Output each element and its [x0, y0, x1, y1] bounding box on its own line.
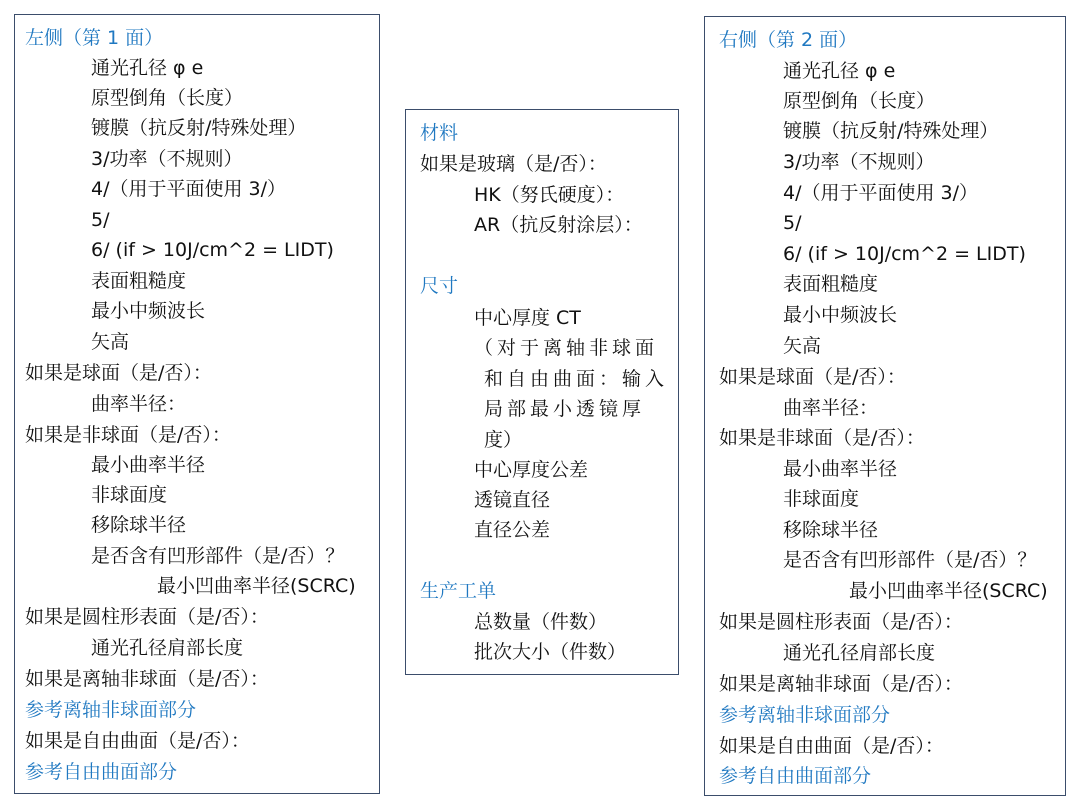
- right-cylinder-question: 如果是圆柱形表面（是/否）：: [719, 611, 963, 633]
- right-concave-item: 最小凹曲率半径(SCRC): [849, 580, 1048, 602]
- left-cylinder-question: 如果是圆柱形表面（是/否）：: [25, 606, 269, 628]
- diameter-tolerance: 直径公差: [474, 519, 551, 541]
- right-item: 镀膜（抗反射/特殊处理）: [783, 120, 999, 142]
- ar-field: AR（抗反射涂层）：: [474, 214, 643, 236]
- left-aspheric-item: 非球面度: [91, 484, 168, 506]
- right-title: 右侧（第 2 面）: [719, 29, 858, 51]
- left-item: 表面粗糙度: [91, 270, 187, 292]
- left-aspheric-question: 如果是非球面（是/否）：: [25, 424, 231, 446]
- left-item: 6/ (if > 10J/cm^2 = LIDT): [91, 239, 334, 261]
- hk-field: HK（努氏硬度）：: [474, 184, 625, 206]
- left-aspheric-item: 移除球半径: [91, 514, 187, 536]
- right-offaxis-reference: 参考离轴非球面部分: [719, 704, 891, 726]
- right-spherical-question: 如果是球面（是/否）：: [719, 366, 906, 388]
- right-aspheric-item: 是否含有凹形部件（是/否）？: [783, 549, 1037, 571]
- left-item: 镀膜（抗反射/特殊处理）: [91, 117, 307, 139]
- left-item: 最小中频波长: [91, 300, 206, 322]
- left-surface-panel: [14, 14, 380, 794]
- ct-note-line: 局部最小透镜厚: [484, 398, 646, 420]
- center-thickness: 中心厚度 CT: [474, 307, 581, 329]
- size-title: 尺寸: [420, 275, 459, 297]
- lens-diameter: 透镜直径: [474, 489, 551, 511]
- right-item: 3/功率（不规则）: [783, 151, 935, 173]
- right-cylinder-item: 通光孔径肩部长度: [783, 642, 936, 664]
- ct-note-line: （对于离轴非球面: [474, 337, 659, 359]
- left-freeform-question: 如果是自由曲面（是/否）：: [25, 730, 250, 752]
- left-concave-item: 最小凹曲率半径(SCRC): [157, 575, 356, 597]
- left-title: 左侧（第 1 面）: [25, 27, 164, 49]
- left-item: 5/: [91, 209, 110, 231]
- material-title: 材料: [420, 122, 459, 144]
- work-order-title: 生产工单: [420, 580, 497, 602]
- right-aspheric-item: 非球面度: [783, 488, 860, 510]
- right-item: 6/ (if > 10J/cm^2 = LIDT): [783, 243, 1026, 265]
- left-spherical-item: 曲率半径：: [91, 393, 187, 415]
- right-item: 5/: [783, 212, 802, 234]
- ct-note-line: 度）: [484, 429, 523, 451]
- right-item: 最小中频波长: [783, 304, 898, 326]
- right-aspheric-question: 如果是非球面（是/否）：: [719, 427, 925, 449]
- general-spec-panel: [405, 109, 679, 675]
- right-item: 原型倒角（长度）: [783, 90, 936, 112]
- right-spherical-item: 曲率半径：: [783, 397, 879, 419]
- right-item: 通光孔径 φ e: [783, 60, 896, 82]
- ct-tolerance: 中心厚度公差: [474, 459, 589, 481]
- left-offaxis-question: 如果是离轴非球面（是/否）：: [25, 668, 269, 690]
- right-aspheric-item: 移除球半径: [783, 519, 879, 541]
- left-aspheric-item: 是否含有凹形部件（是/否）？: [91, 545, 345, 567]
- right-item: 表面粗糙度: [783, 273, 879, 295]
- right-aspheric-item: 最小曲率半径: [783, 458, 898, 480]
- left-item: 矢高: [91, 331, 130, 353]
- right-item: 4/（用于平面使用 3/）: [783, 182, 979, 204]
- batch-size: 批次大小（件数）: [474, 641, 627, 663]
- right-surface-panel: [704, 16, 1066, 796]
- left-item: 原型倒角（长度）: [91, 87, 244, 109]
- right-item: 矢高: [783, 335, 822, 357]
- left-freeform-reference: 参考自由曲面部分: [25, 761, 178, 783]
- left-item: 4/（用于平面使用 3/）: [91, 178, 287, 200]
- left-spherical-question: 如果是球面（是/否）：: [25, 362, 212, 384]
- right-freeform-reference: 参考自由曲面部分: [719, 765, 872, 787]
- left-cylinder-item: 通光孔径肩部长度: [91, 637, 244, 659]
- ct-note-line: 和自由曲面：输入: [484, 368, 669, 390]
- left-offaxis-reference: 参考离轴非球面部分: [25, 699, 197, 721]
- glass-question: 如果是玻璃（是/否）：: [420, 153, 607, 175]
- right-freeform-question: 如果是自由曲面（是/否）：: [719, 735, 944, 757]
- total-quantity: 总数量（件数）: [474, 611, 608, 633]
- right-offaxis-question: 如果是离轴非球面（是/否）：: [719, 673, 963, 695]
- left-aspheric-item: 最小曲率半径: [91, 454, 206, 476]
- left-item: 3/功率（不规则）: [91, 148, 243, 170]
- left-item: 通光孔径 φ e: [91, 57, 204, 79]
